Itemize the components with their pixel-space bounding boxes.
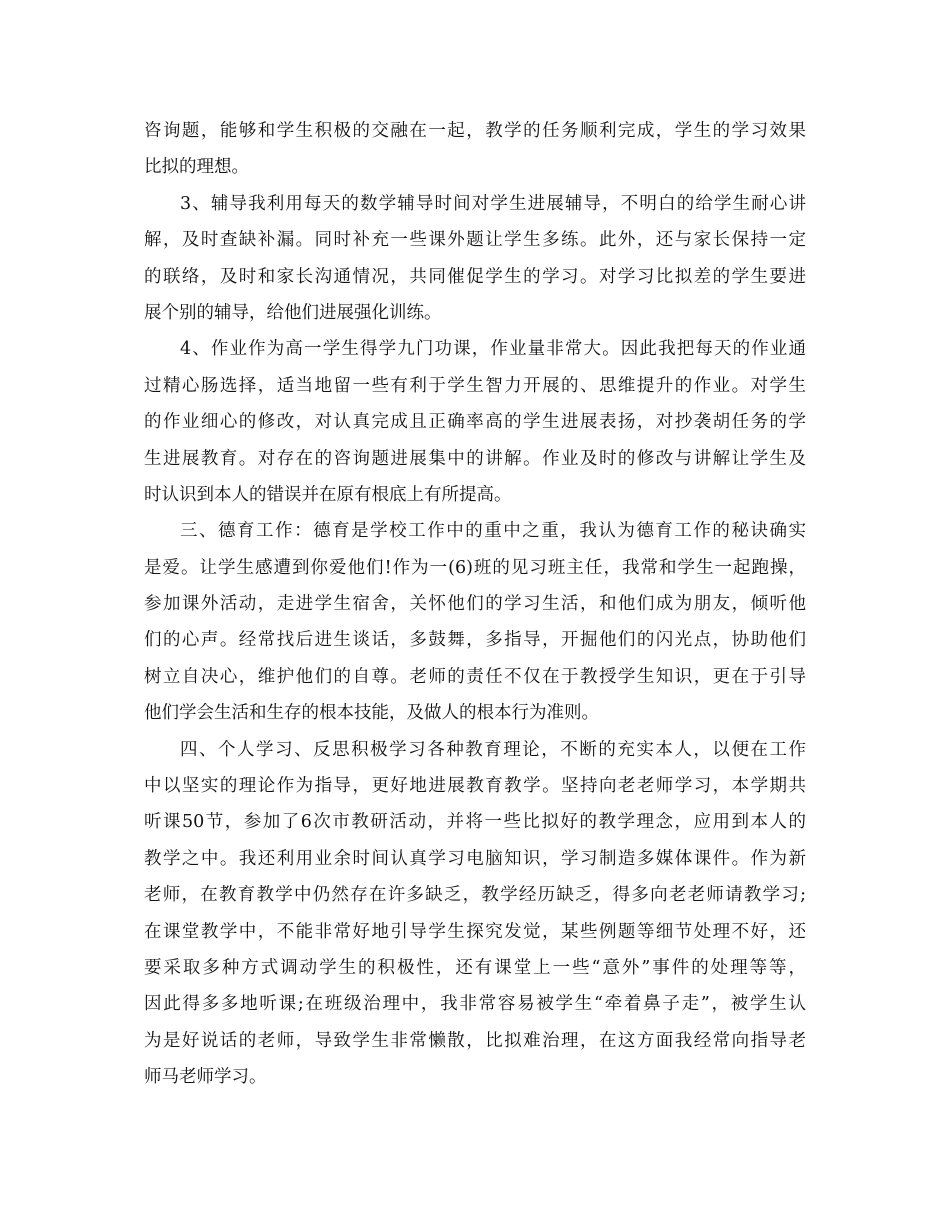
text-line: 师马老师学习。 [144,1067,267,1088]
text-line: 生进展教育。对存在的咨询题进展集中的讲解。作业及时的修改与讲解让学生及 [144,448,806,469]
text-line: 过精心肠选择，适当地留一些有利于学生智力开展的、思维提升的作业。对学生 [144,375,806,396]
text-line: 展个别的辅导，给他们进展强化训练。 [144,302,442,323]
text-line: 比拟的理想。 [144,157,249,178]
text-line: 教学之中。我还利用业余时间认真学习电脑知识，学习制造多媒体课件。作为新 [144,848,806,869]
text-line: 四、个人学习、反思积极学习各种教育理论，不断的充实本人，以便在工作 [180,739,806,760]
document-body [144,113,806,1096]
text-line: 为是好说话的老师，导致学生非常懒散，比拟难治理，在这方面我经常向指导老 [144,1030,806,1051]
text-line: 们的心声。经常找后进生谈话，多鼓舞，多指导，开掘他们的闪光点，协助他们 [144,630,806,651]
text-line: 因此得多多地听课;在班级治理中，我非常容易被学生“牵着鼻子走”，被学生认 [144,994,806,1015]
text-line: 老师，在教育教学中仍然存在许多缺乏，教学经历缺乏，得多向老老师请教学习; [144,885,806,906]
text-line: 3、辅导我利用每天的数学辅导时间对学生进展辅导，不明白的给学生耐心讲 [180,193,806,214]
text-line: 在课堂教学中，不能非常好地引导学生探究发觉，某些例题等细节处理不好，还 [144,921,806,942]
text-line: 参加课外活动，走进学生宿舍，关怀他们的学习生活，和他们成为朋友，倾听他 [144,594,806,615]
text-line: 三、德育工作：德育是学校工作中的重中之重，我认为德育工作的秘诀确实 [180,521,806,542]
text-line: 时认识到本人的错误并在原有根底上有所提高。 [144,484,512,505]
text-line: 的作业细心的修改，对认真完成且正确率高的学生进展表扬，对抄袭胡任务的学 [144,412,806,433]
text-line: 要采取多种方式调动学生的积极性，还有课堂上一些“意外”事件的处理等等， [144,957,806,978]
text-line: 解，及时查缺补漏。同时补充一些课外题让学生多练。此外，还与家长保持一定 [144,230,806,251]
text-line: 听课50节，参加了6次市教研活动，并将一些比拟好的教学理念，应用到本人的 [144,812,806,833]
text-line: 的联络，及时和家长沟通情况，共同催促学生的学习。对学习比拟差的学生要进 [144,266,806,287]
text-line: 是爱。让学生感遭到你爱他们!作为一(6)班的见习班主任，我常和学生一起跑操， [144,557,806,578]
text-line: 咨询题，能够和学生积极的交融在一起，教学的任务顺利完成，学生的学习效果 [144,121,806,141]
text-line: 树立自决心，维护他们的自尊。老师的责任不仅在于教授学生知识，更在于引导 [144,666,806,687]
text-line: 4、作业作为高一学生得学九门功课，作业量非常大。因此我把每天的作业通 [180,339,806,360]
text-line: 他们学会生活和生存的根本技能，及做人的根本行为准则。 [144,703,599,724]
text-line: 中以坚实的理论作为指导，更好地进展教育教学。坚持向老老师学习，本学期共 [144,776,806,797]
